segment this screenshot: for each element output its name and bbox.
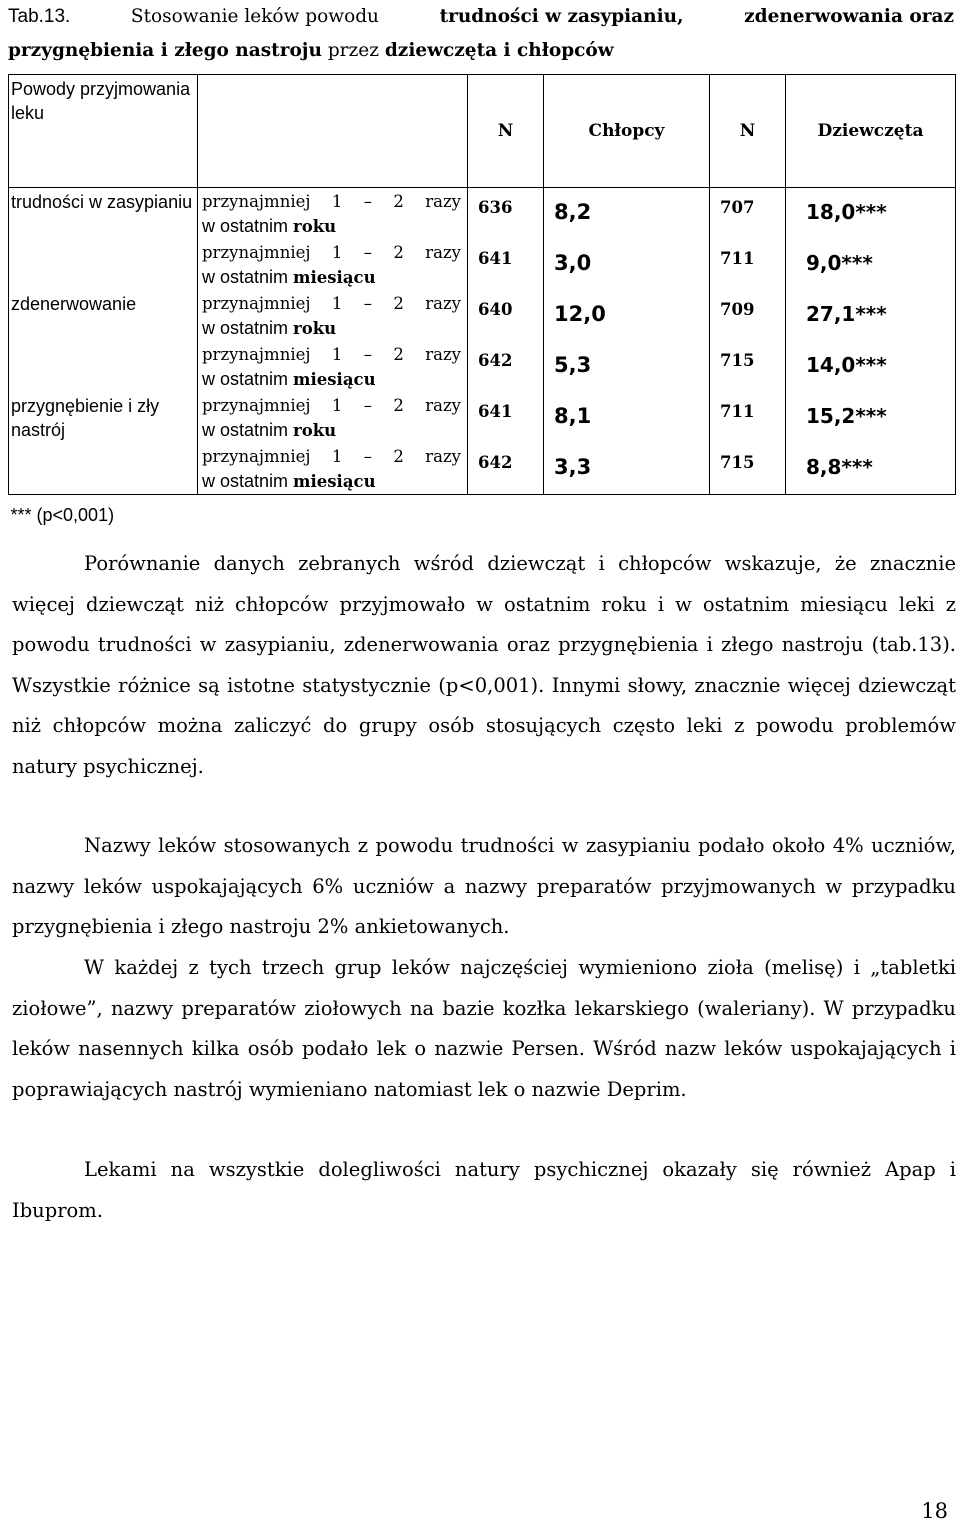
significance-note: *** (p<0,001)	[10, 505, 115, 525]
row-reason	[9, 239, 198, 290]
freq-from: 1	[331, 345, 343, 364]
caption-bold-3: przygnębienia i złego nastroju	[8, 40, 322, 61]
table-row	[9, 341, 956, 392]
header-n-boys: N	[468, 75, 544, 188]
freq-from: 1	[331, 192, 343, 211]
freq-from: 1	[331, 447, 343, 466]
freq-word: przynajmniej	[202, 243, 311, 262]
header-frequency	[198, 75, 468, 188]
row-girls-value: 8,8***	[786, 443, 956, 495]
row-frequency	[198, 290, 468, 341]
freq-to: 2	[393, 396, 404, 415]
table-row	[9, 239, 956, 290]
freq-unit: razy	[425, 396, 461, 415]
freq-unit: razy	[425, 345, 461, 364]
caption-table-number: Tab.13.	[8, 6, 71, 27]
table-caption	[8, 0, 954, 68]
paragraph-3: W każdej z tych trzech grup leków najczęściej wymieniono zioła (melisę) i „tabletki ziołowe”, nazwy preparatów ziołowych na bazie kozłka lekarskiego (waleriany). W przypadku leków nasennych kilka osób podało lek o nazwie Persen. Wśród nazw leków uspokajających i poprawiających nastrój wymieniano natomiast lek o nazwie Deprim.	[12, 956, 956, 1101]
caption-text-start: Stosowanie leków powodu	[130, 6, 379, 27]
row-girls-value: 18,0***	[786, 188, 956, 240]
table-note-row	[9, 495, 956, 532]
freq-word: przynajmniej	[202, 192, 311, 211]
freq-to: 2	[393, 192, 404, 211]
header-reason: Powody przyjmowania leku	[9, 75, 198, 188]
row-boys-value: 12,0	[544, 290, 710, 341]
freq-prefix: w ostatnim	[202, 318, 289, 338]
row-frequency	[198, 239, 468, 290]
row-n-boys: 641	[468, 392, 544, 443]
row-reason: przygnębienie i zły nastrój	[9, 392, 198, 443]
caption-text-mid: przez	[327, 40, 379, 61]
freq-word: przynajmniej	[202, 447, 311, 466]
row-reason	[9, 443, 198, 495]
row-n-boys: 642	[468, 443, 544, 495]
row-girls-value: 15,2***	[786, 392, 956, 443]
page-number: 18	[921, 1499, 948, 1523]
row-boys-value: 8,2	[544, 188, 710, 240]
table-row	[9, 290, 956, 341]
row-boys-value: 8,1	[544, 392, 710, 443]
freq-unit: razy	[425, 243, 461, 262]
row-n-girls: 715	[710, 443, 786, 495]
freq-unit: razy	[425, 294, 461, 313]
row-frequency	[198, 443, 468, 495]
freq-prefix: w ostatnim	[202, 267, 289, 287]
freq-to: 2	[393, 345, 404, 364]
row-boys-value: 3,3	[544, 443, 710, 495]
row-n-boys: 642	[468, 341, 544, 392]
freq-word: przynajmniej	[202, 396, 311, 415]
row-boys-value: 5,3	[544, 341, 710, 392]
paragraph-2: Nazwy leków stosowanych z powodu trudności w zasypianiu podało około 4% uczniów, nazwy leków uspokajających 6% uczniów a nazwy preparatów przyjmowanych w przypadku przygnębienia i złego nastroju 2% ankietowanych.	[12, 834, 956, 938]
freq-dash: –	[363, 396, 372, 415]
paragraph-4: Lekami na wszystkie dolegliwości natury psychicznej okazały się również Apap i Ibuprom.	[12, 1158, 956, 1222]
table-row	[9, 443, 956, 495]
row-n-boys: 636	[468, 188, 544, 240]
freq-period: roku	[293, 421, 337, 440]
header-n-girls: N	[710, 75, 786, 188]
freq-prefix: w ostatnim	[202, 471, 289, 491]
row-frequency	[198, 392, 468, 443]
freq-period: miesiącu	[293, 268, 376, 287]
caption-bold-2: zdenerwowania oraz	[744, 6, 954, 27]
medication-table	[8, 74, 956, 531]
freq-prefix: w ostatnim	[202, 369, 289, 389]
table-row	[9, 392, 956, 443]
freq-period: roku	[293, 217, 337, 236]
freq-to: 2	[393, 243, 404, 262]
freq-dash: –	[363, 345, 372, 364]
freq-word: przynajmniej	[202, 294, 311, 313]
freq-from: 1	[331, 243, 343, 262]
row-reason: trudności w zasypianiu	[9, 188, 198, 240]
row-girls-value: 27,1***	[786, 290, 956, 341]
row-boys-value: 3,0	[544, 239, 710, 290]
freq-prefix: w ostatnim	[202, 216, 289, 236]
row-n-boys: 640	[468, 290, 544, 341]
caption-bold-1: trudności w zasypianiu,	[439, 6, 684, 27]
freq-word: przynajmniej	[202, 345, 311, 364]
freq-dash: –	[363, 243, 372, 262]
freq-prefix: w ostatnim	[202, 420, 289, 440]
freq-period: miesiącu	[293, 472, 376, 491]
row-reason	[9, 341, 198, 392]
freq-from: 1	[331, 396, 343, 415]
row-n-girls: 715	[710, 341, 786, 392]
freq-to: 2	[393, 294, 404, 313]
row-frequency	[198, 341, 468, 392]
row-reason: zdenerwowanie	[9, 290, 198, 341]
freq-to: 2	[393, 447, 404, 466]
row-n-boys: 641	[468, 239, 544, 290]
row-girls-value: 9,0***	[786, 239, 956, 290]
row-girls-value: 14,0***	[786, 341, 956, 392]
row-n-girls: 709	[710, 290, 786, 341]
freq-from: 1	[331, 294, 343, 313]
freq-dash: –	[363, 447, 372, 466]
freq-dash: –	[363, 294, 372, 313]
row-n-girls: 711	[710, 239, 786, 290]
table-row	[9, 188, 956, 240]
freq-period: roku	[293, 319, 337, 338]
freq-period: miesiącu	[293, 370, 376, 389]
table-header-row	[9, 75, 956, 188]
row-n-girls: 707	[710, 188, 786, 240]
row-frequency	[198, 188, 468, 240]
header-girls: Dziewczęta	[786, 75, 956, 188]
header-boys: Chłopcy	[544, 75, 710, 188]
paragraph-1: Porównanie danych zebranych wśród dziewcząt i chłopców wskazuje, że znacznie więcej dziewcząt niż chłopców przyjmowało w ostatnim roku i w ostatnim miesiącu leki z powodu trudności w zasypianiu, zdenerwowania oraz przygnębienia i złego nastroju (tab.13). Wszystkie różnice są istotne statystycznie (p<0,001). Innymi słowy, znacznie więcej dziewcząt niż chłopców można zaliczyć do grupy osób stosujących często leki z powodu problemów natury psychicznej.	[12, 552, 956, 778]
row-n-girls: 711	[710, 392, 786, 443]
freq-unit: razy	[425, 447, 461, 466]
caption-bold-4: dziewczęta i chłopców	[384, 40, 614, 61]
freq-dash: –	[363, 192, 372, 211]
freq-unit: razy	[425, 192, 461, 211]
